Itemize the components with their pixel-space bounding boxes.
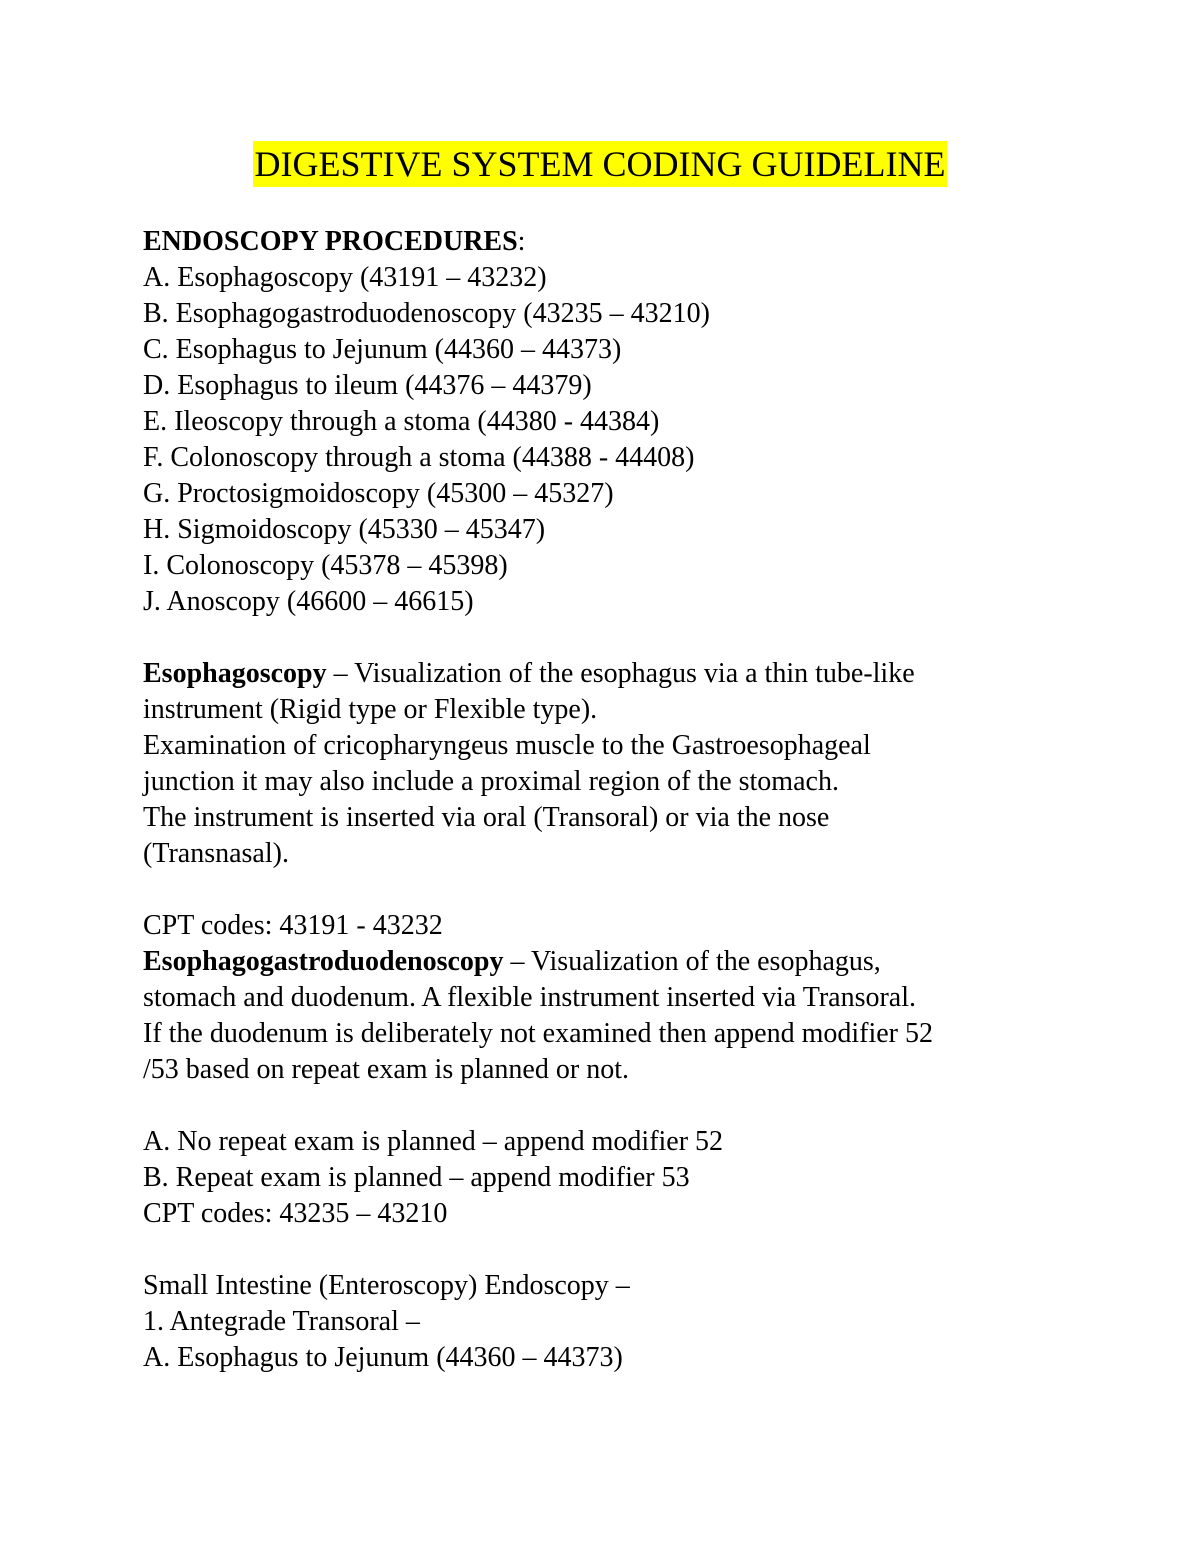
spacer [143,1088,1163,1124]
procedure-item: H. Sigmoidoscopy (45330 – 45347) [143,514,546,545]
document-title: DIGESTIVE SYSTEM CODING GUIDELINE [253,141,948,187]
small-intestine-subheading: 1. Antegrade Transoral – [143,1306,420,1337]
egd-cpt-codes: CPT codes: 43235 – 43210 [143,1198,448,1229]
procedure-item: F. Colonoscopy through a stoma (44388 - 44408) [143,442,695,473]
egd-text-line: If the duodenum is deliberately not examined then append modifier 52 [143,1018,933,1049]
small-intestine-heading: Small Intestine (Enteroscopy) Endoscopy – [143,1270,630,1301]
egd-definition: – Visualization of the esophagus, [503,946,881,977]
esophagoscopy-text-line: instrument (Rigid type or Flexible type). [143,694,598,725]
procedure-item: I. Colonoscopy (45378 – 45398) [143,550,508,581]
egd-option-b: B. Repeat exam is planned – append modifier 53 [143,1162,690,1193]
procedure-item: A. Esophagoscopy (43191 – 43232) [143,262,547,293]
esophagoscopy-definition-line [143,656,1163,692]
title-block [0,141,1200,187]
small-intestine-item: A. Esophagus to Jejunum (44360 – 44373) [143,1342,623,1373]
procedures-heading-label: ENDOSCOPY PROCEDURES [143,226,518,257]
esophagoscopy-text-line: (Transnasal). [143,838,289,869]
spacer [143,1232,1163,1268]
esophagoscopy-text-line: The instrument is inserted via oral (Transoral) or via the nose [143,802,830,833]
esophagoscopy-text-line: Examination of cricopharyngeus muscle to the Gastroesophageal [143,730,871,761]
procedure-item: J. Anoscopy (46600 – 46615) [143,586,474,617]
egd-text-line: stomach and duodenum. A flexible instrument inserted via Transoral. [143,982,916,1013]
egd-definition-line [143,944,1163,980]
esophagoscopy-cpt-codes: CPT codes: 43191 - 43232 [143,910,443,941]
spacer [143,620,1163,656]
esophagoscopy-definition: – Visualization of the esophagus via a thin tube-like [326,658,915,689]
procedure-item: D. Esophagus to ileum (44376 – 44379) [143,370,592,401]
esophagoscopy-term: Esophagoscopy [143,658,327,689]
egd-term: Esophagogastroduodenoscopy [143,946,504,977]
spacer [143,872,1163,908]
document-body [143,224,1163,1376]
procedure-item: B. Esophagogastroduodenoscopy (43235 – 43210) [143,298,710,329]
egd-text-line: /53 based on repeat exam is planned or not. [143,1054,629,1085]
procedures-heading [143,224,1163,260]
egd-option-a: A. No repeat exam is planned – append modifier 52 [143,1126,724,1157]
procedures-heading-colon: : [517,226,526,257]
procedure-item: C. Esophagus to Jejunum (44360 – 44373) [143,334,622,365]
procedure-item: E. Ileoscopy through a stoma (44380 - 44384) [143,406,660,437]
procedure-item: G. Proctosigmoidoscopy (45300 – 45327) [143,478,614,509]
esophagoscopy-text-line: junction it may also include a proximal region of the stomach. [143,766,839,797]
